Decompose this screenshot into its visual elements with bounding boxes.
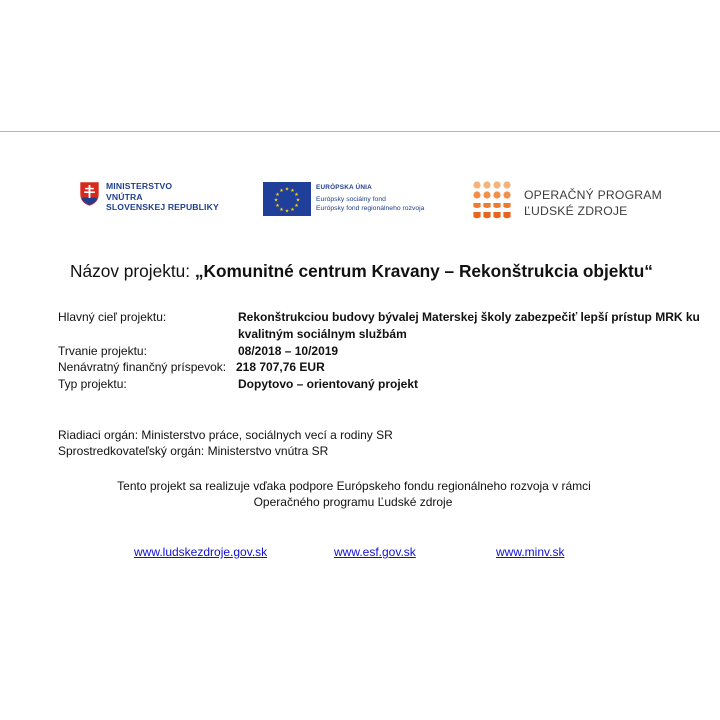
ministry-name-line: MINISTERSTVO <box>106 181 173 191</box>
slovak-crest-icon <box>79 181 100 207</box>
svg-text:★: ★ <box>273 197 279 204</box>
grant-label: Nenávratný finančný príspevok: <box>58 360 227 374</box>
managing-authority: Riadiaci orgán: Ministerstvo práce, sociálnych vecí a rodiny SR <box>58 428 393 442</box>
eu-flag-icon <box>263 182 311 216</box>
intermediate-body: Sprostredkovateľský orgán: Ministerstvo vnútra SR <box>58 444 329 458</box>
svg-text:★: ★ <box>279 207 284 213</box>
svg-text:★: ★ <box>275 192 280 198</box>
project-title <box>70 261 653 282</box>
operational-programme-logo <box>472 180 662 222</box>
ministry-logo <box>79 181 229 221</box>
op-name-line: OPERAČNÝ PROGRAM <box>524 188 662 202</box>
link-ludskezdroje[interactable]: www.ludskezdroje.gov.sk <box>134 545 268 559</box>
grant-value: 218 707,76 EUR <box>236 360 325 374</box>
link-esf[interactable]: www.esf.gov.sk <box>334 545 416 559</box>
link-minv[interactable]: www.minv.sk <box>496 545 565 559</box>
svg-text:★: ★ <box>279 188 284 194</box>
type-label: Typ projektu: <box>58 377 127 391</box>
svg-text:★: ★ <box>290 207 295 213</box>
dots-pattern-icon <box>472 180 514 222</box>
eu-title: EURÓPSKA ÚNIA <box>316 184 372 191</box>
project-title-name: „Komunitné centrum Kravany – Rekonštrukcia objektu“ <box>194 261 653 281</box>
svg-text:★: ★ <box>275 203 280 209</box>
svg-text:★: ★ <box>284 208 290 215</box>
op-name-line: ĽUDSKÉ ZDROJE <box>524 204 628 218</box>
eu-fund-line: Európsky sociálny fond <box>316 196 386 203</box>
type-value: Dopytovo – orientovaný projekt <box>238 377 419 391</box>
support-line1: Tento projekt sa realizuje vďaka podpore Európskeho fondu regionálneho rozvoja v rámci <box>117 479 591 493</box>
goal-label: Hlavný cieľ projektu: <box>58 310 167 324</box>
goal-value-line2: kvalitným sociálnym službám <box>238 327 407 341</box>
eu-logo <box>263 182 453 218</box>
svg-text:★: ★ <box>284 186 290 193</box>
top-divider <box>0 131 720 132</box>
goal-value-line1: Rekonštrukciou budovy bývalej Materskej školy zabezpečiť lepší prístup MRK ku <box>238 310 700 324</box>
svg-text:★: ★ <box>295 197 301 204</box>
ministry-name-line: VNÚTRA <box>106 191 143 202</box>
svg-text:★: ★ <box>290 188 295 194</box>
eu-fund-line: Európsky fond regionálneho rozvoja <box>316 205 425 212</box>
svg-text:★: ★ <box>294 203 299 209</box>
ministry-name-line: SLOVENSKEJ REPUBLIKY <box>106 202 219 212</box>
project-title-prefix: Názov projektu: <box>70 261 195 281</box>
duration-label: Trvanie projektu: <box>58 344 147 358</box>
svg-text:★: ★ <box>294 192 299 198</box>
duration-value: 08/2018 – 10/2019 <box>238 344 339 358</box>
support-line2: Operačného programu Ľudské zdroje <box>253 495 453 509</box>
